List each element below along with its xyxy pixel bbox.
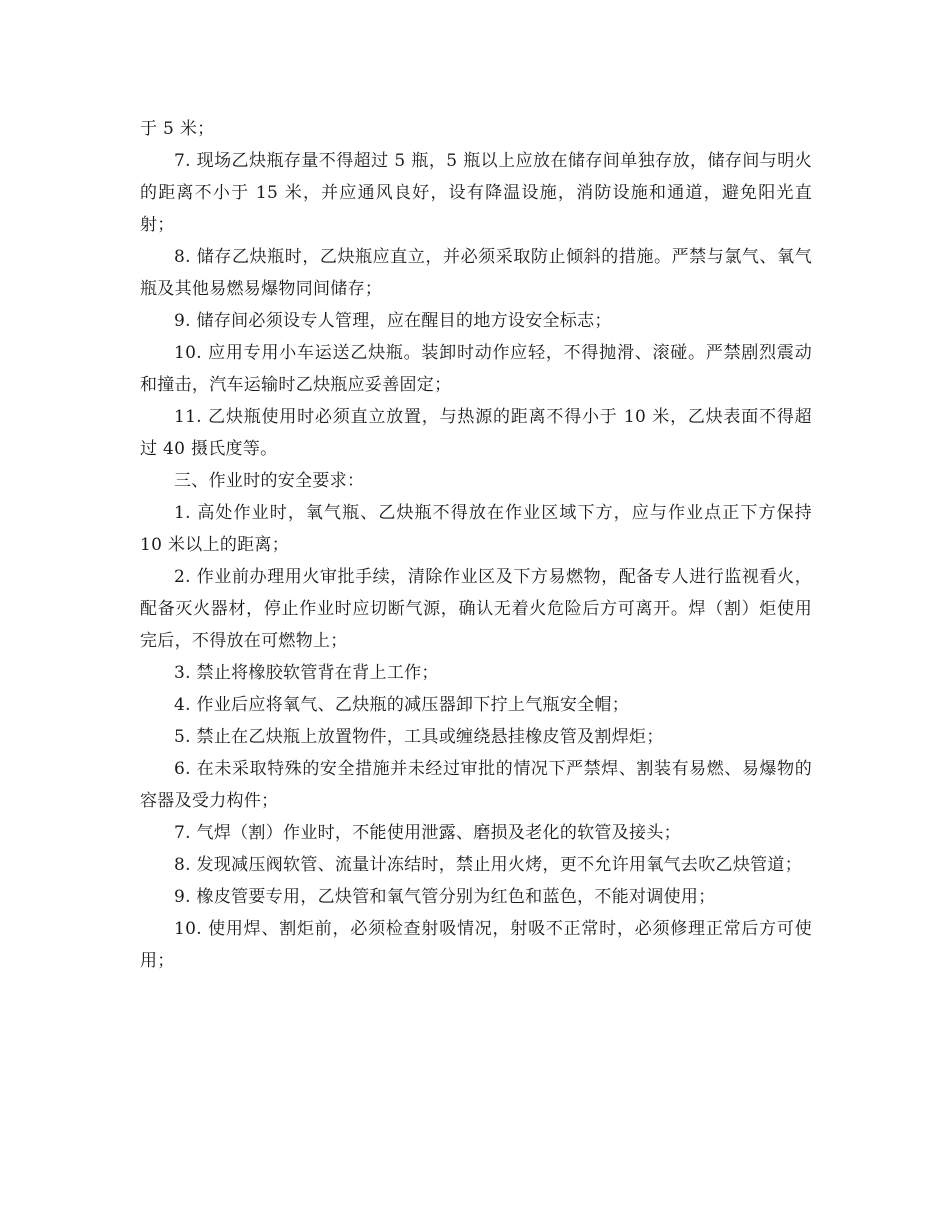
paragraph: 10. 应用专用小车运送乙炔瓶。装卸时动作应轻，不得抛滑、滚碰。严禁剧烈震动和撞击，汽车运输时乙炔瓶应妥善固定； bbox=[140, 343, 812, 395]
paragraph: 8. 储存乙炔瓶时，乙炔瓶应直立，并必须采取防止倾斜的措施。严禁与氯气、氧气瓶及其他易燃易爆物同间储存； bbox=[140, 247, 812, 299]
paragraph: 9. 储存间必须设专人管理，应在醒目的地方设安全标志； bbox=[174, 311, 612, 331]
document-body bbox=[140, 113, 812, 977]
paragraph: 5. 禁止在乙炔瓶上放置物件，工具或缠绕悬挂橡皮管及割焊炬； bbox=[174, 727, 664, 747]
paragraph: 4. 作业后应将氧气、乙炔瓶的减压器卸下拧上气瓶安全帽； bbox=[174, 695, 630, 715]
section-heading: 三、作业时的安全要求： bbox=[174, 471, 365, 491]
paragraph: 7. 气焊（割）作业时，不能使用泄露、磨损及老化的软管及接头； bbox=[174, 823, 681, 843]
paragraph: 10. 使用焊、割炬前，必须检查射吸情况，射吸不正常时，必须修理正常后方可使用； bbox=[140, 919, 812, 971]
paragraph: 3. 禁止将橡胶软管背在背上工作； bbox=[174, 663, 439, 683]
paragraph: 2. 作业前办理用火审批手续，清除作业区及下方易燃物，配备专人进行监视看火，配备灭火器材，停止作业时应切断气源，确认无着火危险后方可离开。焊（割）炬使用完后，不得放在可燃物上； bbox=[140, 567, 812, 651]
paragraph: 于 5 米； bbox=[140, 119, 215, 139]
paragraph: 1. 高处作业时，氧气瓶、乙炔瓶不得放在作业区域下方，应与作业点正下方保持 10 米以上的距离； bbox=[140, 503, 812, 555]
paragraph: 11. 乙炔瓶使用时必须直立放置，与热源的距离不得小于 10 米，乙炔表面不得超过 40 摄氏度等。 bbox=[140, 407, 812, 459]
paragraph: 9. 橡皮管要专用，乙炔管和氧气管分别为红色和蓝色，不能对调使用； bbox=[174, 887, 716, 907]
paragraph: 6. 在未采取特殊的安全措施并未经过审批的情况下严禁焊、割装有易燃、易爆物的容器及受力构件； bbox=[140, 759, 812, 811]
paragraph: 8. 发现减压阀软管、流量计冻结时，禁止用火烤，更不允许用氧气去吹乙炔管道； bbox=[174, 855, 803, 875]
paragraph: 7. 现场乙炔瓶存量不得超过 5 瓶，5 瓶以上应放在储存间单独存放，储存间与明火的距离不小于 15 米，并应通风良好，设有降温设施，消防设施和通道，避免阳光直射； bbox=[140, 151, 812, 235]
